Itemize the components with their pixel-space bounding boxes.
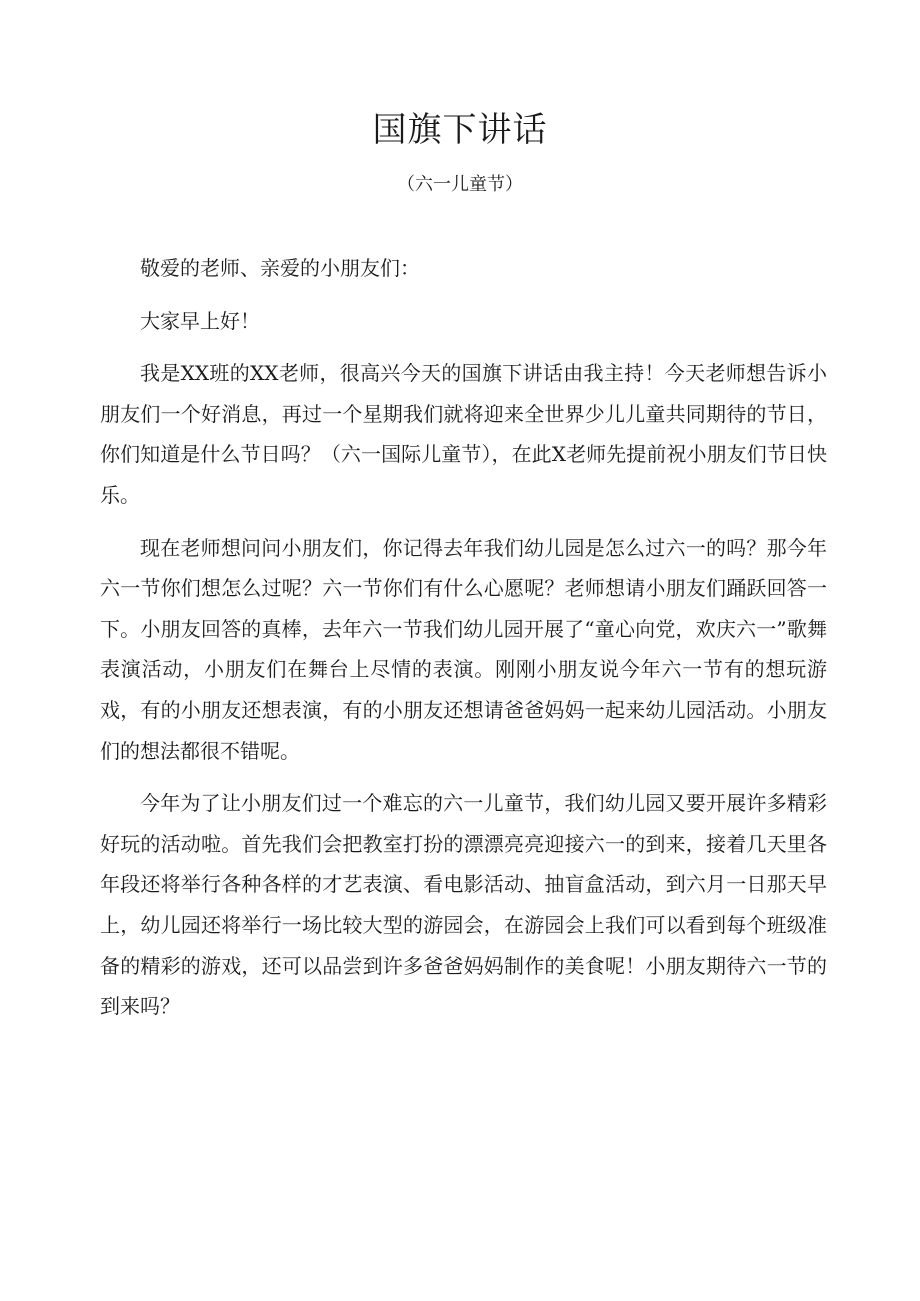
intro-paragraph: 我是XX班的XX老师，很高兴今天的国旗下讲话由我主持！今天老师想告诉小朋友们一个好消息，再过一个星期我们就将迎来全世界少儿儿童共同期待的节日，你们知道是什么节日吗？（六一国际儿童节），在此X老师先提前祝小朋友们节日快乐。 bbox=[100, 361, 827, 507]
speech-body bbox=[100, 248, 827, 1027]
plans-paragraph: 今年为了让小朋友们过一个难忘的六一儿童节，我们幼儿园又要开展许多精彩好玩的活动啦。首先我们会把教室打扮的漂漂亮亮迎接六一的到来，接着几天里各年段还将举行各种各样的才艺表演、看电影活动、抽盲盒活动，到六月一日那天早上，幼儿园还将举行一场比较大型的游园会，在游园会上我们可以看到每个班级准备的精彩的游戏，还可以品尝到许多爸爸妈妈制作的美食呢！小朋友期待六一节的到来吗？ bbox=[100, 791, 827, 1019]
page-title: 国旗下讲话 bbox=[372, 110, 548, 150]
page-subtitle: （六一儿童节） bbox=[397, 174, 523, 195]
morning-paragraph: 大家早上好！ bbox=[140, 308, 260, 333]
memory-paragraph: 现在老师想问问小朋友们，你记得去年我们幼儿园是怎么过六一的吗？那今年六一节你们想怎么过呢？六一节你们有什么心愿呢？老师想请小朋友们踊跃回答一下。小朋友回答的真棒，去年六一节我们幼儿园开展了“童心向党，欢庆六一”歌舞表演活动，小朋友们在舞台上尽情的表演。刚刚小朋友说今年六一节有的想玩游戏，有的小朋友还想表演，有的小朋友还想请爸爸妈妈一起来幼儿园活动。小朋友们的想法都很不错呢。 bbox=[100, 535, 827, 763]
greeting-paragraph: 敬爱的老师、亲爱的小朋友们： bbox=[140, 256, 420, 280]
